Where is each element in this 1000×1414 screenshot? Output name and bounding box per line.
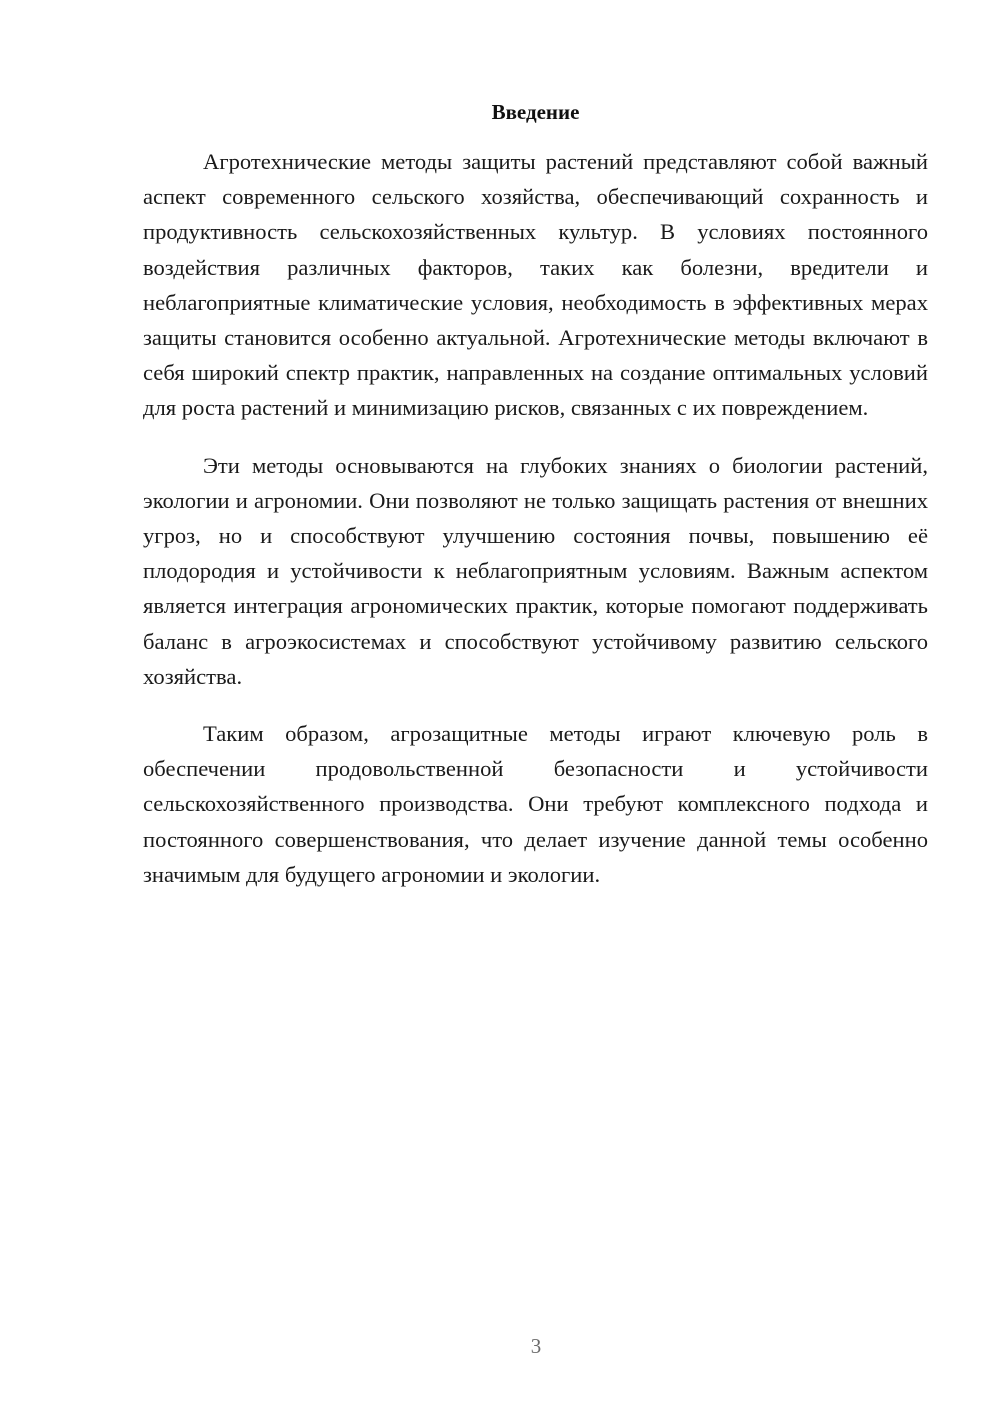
paragraph-3: Таким образом, агрозащитные методы играют ключевую роль в обеспечении продовольственной безопасности и устойчивости сельскохозяйственного производства. Они требуют комплексного подхода и постоянного совершенствования, что делает изучение данной темы особенно значимым для будущего агрономии и экологии.	[143, 721, 928, 887]
page-number: 3	[530, 1334, 542, 1358]
paragraph-2: Эти методы основываются на глубоких знаниях о биологии растений, экологии и агрономии. Они позволяют не только защищать растения от внешних угроз, но и способствуют улучшению состояния почвы, повышению её плодородия и устойчивости к неблагоприятным условиям. Важным аспектом является интеграция агрономических практик, которые помогают поддерживать баланс в агроэкосистемах и способствуют устойчивому развитию сельского хозяйства.	[143, 452, 928, 689]
section-heading: Введение	[491, 100, 580, 124]
paragraph-1: Агротехнические методы защиты растений представляют собой важный аспект современного сельского хозяйства, обеспечивающий сохранность и продуктивность сельскохозяйственных культур. В условиях постоянного воздействия различных факторов, таких как болезни, вредители и неблагоприятные климатические условия, необходимость в эффективных мерах защиты становится особенно актуальной. Агротехнические методы включают в себя широкий спектр практик, направленных на создание оптимальных условий для роста растений и минимизацию рисков, связанных с их повреждением.	[143, 149, 928, 421]
page-content	[143, 96, 928, 914]
